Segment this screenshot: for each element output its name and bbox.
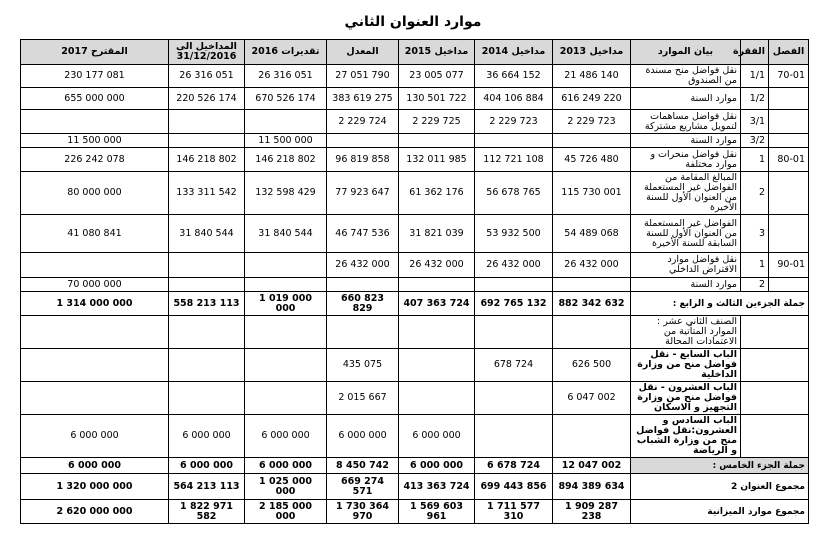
fiqra-cell: 2 bbox=[741, 278, 769, 292]
value-cell-m2013: 6 047 002 bbox=[553, 382, 631, 415]
value-cell-m2013: 2 229 723 bbox=[553, 110, 631, 134]
value-cell-avg: 77 923 647 bbox=[327, 172, 399, 215]
value-cell-m2013: 45 726 480 bbox=[553, 148, 631, 172]
value-cell-est2016: 26 316 051 bbox=[245, 65, 327, 88]
value-cell-m2013 bbox=[553, 134, 631, 148]
value-cell-rev2016 bbox=[169, 253, 245, 278]
value-cell-avg: 27 051 790 bbox=[327, 65, 399, 88]
col-header-prop2017: المقترح 2017 bbox=[21, 40, 169, 65]
col-header-2014: مداخيل 2014 bbox=[475, 40, 553, 65]
col-header-avg: المعدل bbox=[327, 40, 399, 65]
col-header-fiqra: الفقرة bbox=[741, 40, 769, 65]
value-cell-m2015: 61 362 176 bbox=[399, 172, 475, 215]
value-cell-m2013: 1 909 287 238 bbox=[553, 500, 631, 524]
value-cell-m2015: 6 000 000 bbox=[399, 415, 475, 458]
value-cell-est2016 bbox=[245, 110, 327, 134]
value-cell-m2014: 53 932 500 bbox=[475, 215, 553, 253]
value-cell-m2014: 6 678 724 bbox=[475, 458, 553, 474]
value-cell-avg: 96 819 858 bbox=[327, 148, 399, 172]
value-cell-prop2017: 226 242 078 bbox=[21, 148, 169, 172]
value-cell-m2013 bbox=[553, 278, 631, 292]
value-cell-est2016 bbox=[245, 253, 327, 278]
value-cell-m2015 bbox=[399, 316, 475, 349]
value-cell-m2015 bbox=[399, 382, 475, 415]
table-row bbox=[21, 110, 809, 134]
value-cell-est2016: 6 000 000 bbox=[245, 415, 327, 458]
value-cell-avg bbox=[327, 316, 399, 349]
bayan-cell: موارد السنة bbox=[631, 88, 741, 110]
value-cell-m2013: 626 500 bbox=[553, 349, 631, 382]
value-cell-rev2016 bbox=[169, 134, 245, 148]
fiqra-cell: 3/1 bbox=[741, 110, 769, 134]
fiqra-cell: 3 bbox=[741, 215, 769, 253]
value-cell-est2016: 146 218 802 bbox=[245, 148, 327, 172]
value-cell-m2013: 616 249 220 bbox=[553, 88, 631, 110]
value-cell-m2013 bbox=[553, 415, 631, 458]
fasl-cell bbox=[769, 88, 809, 110]
value-cell-m2014: 112 721 108 bbox=[475, 148, 553, 172]
fiqra-cell: 2 bbox=[741, 172, 769, 215]
part5-header-label: الصنف الثاني عشر : الموارد المتأتية من الاعتمادات المحالة bbox=[631, 316, 741, 349]
value-cell-rev2016: 1 822 971 582 bbox=[169, 500, 245, 524]
value-cell-m2015: 26 432 000 bbox=[399, 253, 475, 278]
bayan-cell: موارد السنة bbox=[631, 134, 741, 148]
value-cell-m2014: 699 443 856 bbox=[475, 474, 553, 500]
bayan-cell: نقل فواضل مساهمات لتمويل مشاريع مشتركة bbox=[631, 110, 741, 134]
value-cell-m2014 bbox=[475, 415, 553, 458]
value-cell-avg bbox=[327, 278, 399, 292]
row-label: مجموع موارد الميزانية bbox=[631, 500, 809, 524]
value-cell-m2013: 882 342 632 bbox=[553, 292, 631, 316]
bayan-cell: الفواضل غير المستعملة من العنوان الأول للسنة السابقة للسنة الأخيرة bbox=[631, 215, 741, 253]
page-title: موارد العنوان الثاني bbox=[344, 14, 482, 30]
value-cell-rev2016: 133 311 542 bbox=[169, 172, 245, 215]
value-cell-rev2016: 220 526 174 bbox=[169, 88, 245, 110]
value-cell-rev2016: 558 213 113 bbox=[169, 292, 245, 316]
value-cell-est2016: 670 526 174 bbox=[245, 88, 327, 110]
value-cell-prop2017 bbox=[21, 382, 169, 415]
value-cell-m2014: 1 711 577 310 bbox=[475, 500, 553, 524]
value-cell-prop2017 bbox=[21, 316, 169, 349]
value-cell-m2015: 130 501 722 bbox=[399, 88, 475, 110]
value-cell-rev2016 bbox=[169, 382, 245, 415]
col-header-fasl: الفصل bbox=[769, 40, 809, 65]
value-cell-prop2017: 70 000 000 bbox=[21, 278, 169, 292]
part5-row bbox=[21, 415, 809, 458]
value-cell-m2015 bbox=[399, 278, 475, 292]
value-cell-rev2016 bbox=[169, 278, 245, 292]
value-cell-m2014 bbox=[475, 382, 553, 415]
total-row-title-2 bbox=[21, 474, 809, 500]
value-cell-m2015: 31 821 039 bbox=[399, 215, 475, 253]
bayan-cell: الباب العشرون - نقل فواضل منح من وزارة التجهيز و الاسكان bbox=[631, 382, 741, 415]
row-label: مجموع العنوان 2 bbox=[631, 474, 809, 500]
value-cell-avg: 660 823 829 bbox=[327, 292, 399, 316]
value-cell-m2013: 115 730 001 bbox=[553, 172, 631, 215]
value-cell-prop2017: 655 000 000 bbox=[21, 88, 169, 110]
value-cell-est2016: 132 598 429 bbox=[245, 172, 327, 215]
value-cell-avg: 6 000 000 bbox=[327, 415, 399, 458]
value-cell-m2014: 56 678 765 bbox=[475, 172, 553, 215]
col-header-rev2016: المداخيل الى 31/12/2016 bbox=[169, 40, 245, 65]
value-cell-prop2017 bbox=[21, 110, 169, 134]
value-cell-m2014: 678 724 bbox=[475, 349, 553, 382]
value-cell-avg: 435 075 bbox=[327, 349, 399, 382]
value-cell-est2016 bbox=[245, 349, 327, 382]
fasl-cell bbox=[741, 316, 809, 349]
value-cell-m2015: 132 011 985 bbox=[399, 148, 475, 172]
value-cell-m2013: 894 389 634 bbox=[553, 474, 631, 500]
row-label: جملة الجزءين الثالث و الرابع : bbox=[631, 292, 809, 316]
fasl-cell bbox=[741, 349, 809, 382]
value-cell-avg: 46 747 536 bbox=[327, 215, 399, 253]
fasl-cell: 70-01 bbox=[769, 65, 809, 88]
value-cell-prop2017: 230 177 081 bbox=[21, 65, 169, 88]
value-cell-rev2016: 564 213 113 bbox=[169, 474, 245, 500]
value-cell-avg: 26 432 000 bbox=[327, 253, 399, 278]
fasl-cell bbox=[769, 215, 809, 253]
part5-header-row bbox=[21, 316, 809, 349]
bayan-cell: موارد السنة bbox=[631, 278, 741, 292]
col-header-2013: مداخيل 2013 bbox=[553, 40, 631, 65]
fiqra-cell: 1 bbox=[741, 253, 769, 278]
fasl-cell: 90-01 bbox=[769, 253, 809, 278]
value-cell-m2014: 692 765 132 bbox=[475, 292, 553, 316]
fiqra-cell: 3/2 bbox=[741, 134, 769, 148]
value-cell-m2014 bbox=[475, 278, 553, 292]
table-row bbox=[21, 65, 809, 88]
bayan-cell: الباب السادس و العشرون:نقل فواضل منح من وزارة الشباب و الرياضة bbox=[631, 415, 741, 458]
value-cell-est2016 bbox=[245, 382, 327, 415]
value-cell-rev2016: 146 218 802 bbox=[169, 148, 245, 172]
value-cell-prop2017: 2 620 000 000 bbox=[21, 500, 169, 524]
value-cell-m2014 bbox=[475, 134, 553, 148]
fasl-cell bbox=[769, 278, 809, 292]
value-cell-est2016: 1 019 000 000 bbox=[245, 292, 327, 316]
value-cell-prop2017: 6 000 000 bbox=[21, 415, 169, 458]
value-cell-prop2017: 1 314 000 000 bbox=[21, 292, 169, 316]
value-cell-prop2017: 1 320 000 000 bbox=[21, 474, 169, 500]
value-cell-m2013: 54 489 068 bbox=[553, 215, 631, 253]
fiqra-cell: 1/1 bbox=[741, 65, 769, 88]
value-cell-m2013: 21 486 140 bbox=[553, 65, 631, 88]
value-cell-rev2016: 31 840 544 bbox=[169, 215, 245, 253]
value-cell-m2015 bbox=[399, 134, 475, 148]
value-cell-prop2017: 6 000 000 bbox=[21, 458, 169, 474]
value-cell-m2015: 6 000 000 bbox=[399, 458, 475, 474]
col-header-bayan: بيان الموارد bbox=[631, 40, 741, 65]
fasl-cell bbox=[741, 415, 809, 458]
value-cell-rev2016: 26 316 051 bbox=[169, 65, 245, 88]
value-cell-est2016: 31 840 544 bbox=[245, 215, 327, 253]
budget-table bbox=[20, 39, 809, 524]
value-cell-avg: 669 274 571 bbox=[327, 474, 399, 500]
value-cell-avg bbox=[327, 134, 399, 148]
value-cell-rev2016 bbox=[169, 349, 245, 382]
value-cell-m2014: 36 664 152 bbox=[475, 65, 553, 88]
value-cell-m2014: 404 106 884 bbox=[475, 88, 553, 110]
value-cell-prop2017: 41 080 841 bbox=[21, 215, 169, 253]
fasl-cell bbox=[769, 172, 809, 215]
table-row bbox=[21, 88, 809, 110]
fasl-cell bbox=[769, 134, 809, 148]
value-cell-avg: 1 730 364 970 bbox=[327, 500, 399, 524]
fasl-cell bbox=[769, 110, 809, 134]
table-row bbox=[21, 148, 809, 172]
total-row-part-5 bbox=[21, 458, 809, 474]
value-cell-m2015: 1 569 603 961 bbox=[399, 500, 475, 524]
bayan-cell: نقل فواضل موارد الاقتراض الداخلي bbox=[631, 253, 741, 278]
value-cell-m2014: 26 432 000 bbox=[475, 253, 553, 278]
value-cell-avg: 383 619 275 bbox=[327, 88, 399, 110]
value-cell-est2016 bbox=[245, 278, 327, 292]
table-row bbox=[21, 134, 809, 148]
total-row-parts-3-4 bbox=[21, 292, 809, 316]
bayan-cell: الباب السابع - نقل فواضل منح من وزارة الداخلية bbox=[631, 349, 741, 382]
value-cell-m2013: 26 432 000 bbox=[553, 253, 631, 278]
value-cell-m2015: 2 229 725 bbox=[399, 110, 475, 134]
value-cell-avg: 2 229 724 bbox=[327, 110, 399, 134]
value-cell-m2014: 2 229 723 bbox=[475, 110, 553, 134]
value-cell-rev2016 bbox=[169, 316, 245, 349]
value-cell-prop2017: 11 500 000 bbox=[21, 134, 169, 148]
total-row-budget bbox=[21, 500, 809, 524]
bayan-cell: نقل فواضل منحرات و موارد مختلفة bbox=[631, 148, 741, 172]
value-cell-est2016: 6 000 000 bbox=[245, 458, 327, 474]
value-cell-rev2016 bbox=[169, 110, 245, 134]
value-cell-m2015: 407 363 724 bbox=[399, 292, 475, 316]
col-header-est2016: تقديرات 2016 bbox=[245, 40, 327, 65]
part5-row bbox=[21, 382, 809, 415]
value-cell-m2015 bbox=[399, 349, 475, 382]
value-cell-m2015: 413 363 724 bbox=[399, 474, 475, 500]
table-row bbox=[21, 172, 809, 215]
value-cell-m2014 bbox=[475, 316, 553, 349]
table-body bbox=[21, 65, 809, 524]
value-cell-est2016: 1 025 000 000 bbox=[245, 474, 327, 500]
col-header-2015: مداخيل 2015 bbox=[399, 40, 475, 65]
table-row bbox=[21, 215, 809, 253]
value-cell-avg: 2 015 667 bbox=[327, 382, 399, 415]
value-cell-rev2016: 6 000 000 bbox=[169, 415, 245, 458]
value-cell-m2015: 23 005 077 bbox=[399, 65, 475, 88]
value-cell-avg: 8 450 742 bbox=[327, 458, 399, 474]
value-cell-prop2017 bbox=[21, 253, 169, 278]
value-cell-est2016 bbox=[245, 316, 327, 349]
value-cell-m2013: 12 047 002 bbox=[553, 458, 631, 474]
header-row bbox=[21, 40, 809, 65]
row-label: جملة الجزء الخامس : bbox=[631, 458, 809, 474]
value-cell-prop2017 bbox=[21, 349, 169, 382]
part5-row bbox=[21, 349, 809, 382]
fiqra-cell: 1/2 bbox=[741, 88, 769, 110]
table-row bbox=[21, 278, 809, 292]
value-cell-prop2017: 80 000 000 bbox=[21, 172, 169, 215]
fasl-cell: 80-01 bbox=[769, 148, 809, 172]
value-cell-m2013 bbox=[553, 316, 631, 349]
bayan-cell: المبالغ المقامة من الفواضل غير المستعملة من العنوان الأول للسنة الأخيرة bbox=[631, 172, 741, 215]
value-cell-rev2016: 6 000 000 bbox=[169, 458, 245, 474]
table-row bbox=[21, 253, 809, 278]
bayan-cell: نقل فواضل منح مسندة من الصندوق bbox=[631, 65, 741, 88]
value-cell-est2016: 2 185 000 000 bbox=[245, 500, 327, 524]
value-cell-est2016: 11 500 000 bbox=[245, 134, 327, 148]
fasl-cell bbox=[741, 382, 809, 415]
fiqra-cell: 1 bbox=[741, 148, 769, 172]
